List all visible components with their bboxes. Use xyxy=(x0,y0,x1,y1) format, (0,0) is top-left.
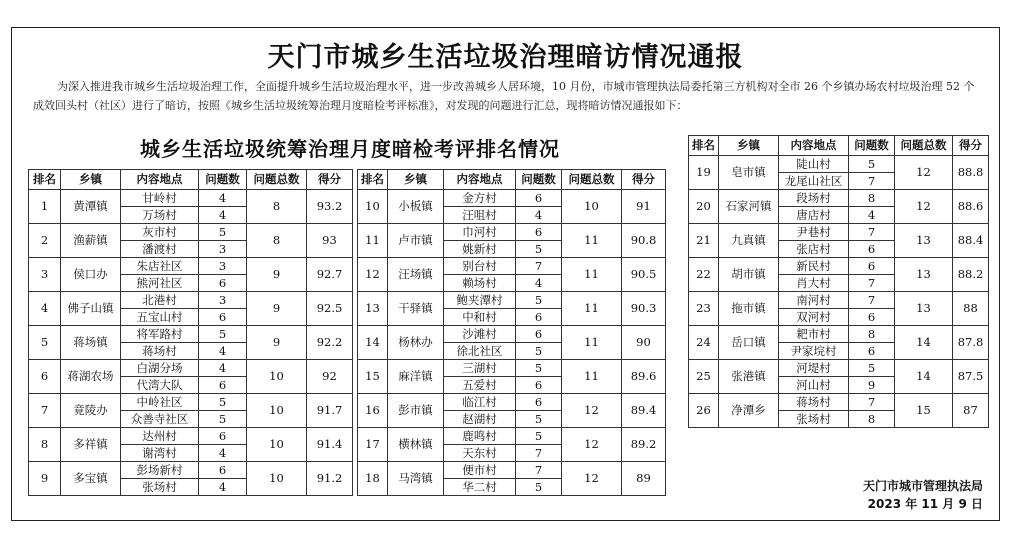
issue-total-cell: 8 xyxy=(247,224,307,258)
town-cell: 佛子山镇 xyxy=(61,292,121,326)
rank-cell: 2 xyxy=(29,224,61,258)
table-row xyxy=(689,156,989,173)
issue-count-cell: 5 xyxy=(516,360,562,377)
location-cell: 熊河社区 xyxy=(121,275,199,292)
column-header: 内容地点 xyxy=(779,136,849,156)
issue-total-cell: 9 xyxy=(247,258,307,292)
town-cell: 多宝镇 xyxy=(61,462,121,496)
issue-total-cell: 13 xyxy=(895,258,953,292)
score-cell: 91.4 xyxy=(307,428,353,462)
rank-cell: 14 xyxy=(358,326,388,360)
rank-cell: 13 xyxy=(358,292,388,326)
location-cell: 灰市村 xyxy=(121,224,199,241)
location-cell: 南河村 xyxy=(779,292,849,309)
column-header: 问题数 xyxy=(516,170,562,190)
town-cell: 黄潭镇 xyxy=(61,190,121,224)
issue-total-cell: 10 xyxy=(247,462,307,496)
town-cell: 净潭乡 xyxy=(719,394,779,428)
column-header: 得分 xyxy=(622,170,666,190)
column-header: 排名 xyxy=(358,170,388,190)
table-row xyxy=(358,394,666,411)
issue-count-cell: 7 xyxy=(516,462,562,479)
rank-cell: 4 xyxy=(29,292,61,326)
table-row xyxy=(358,190,666,207)
column-header: 问题总数 xyxy=(895,136,953,156)
location-cell: 五爱村 xyxy=(444,377,516,394)
rank-cell: 16 xyxy=(358,394,388,428)
issue-total-cell: 10 xyxy=(247,360,307,394)
column-header: 问题总数 xyxy=(562,170,622,190)
issue-count-cell: 8 xyxy=(849,411,895,428)
score-cell: 87.5 xyxy=(953,360,989,394)
issue-count-cell: 4 xyxy=(199,190,247,207)
issue-total-cell: 9 xyxy=(247,326,307,360)
town-cell: 侯口办 xyxy=(61,258,121,292)
issue-count-cell: 6 xyxy=(516,394,562,411)
town-cell: 马湾镇 xyxy=(388,462,444,496)
issue-count-cell: 3 xyxy=(199,258,247,275)
rank-cell: 12 xyxy=(358,258,388,292)
town-cell: 张港镇 xyxy=(719,360,779,394)
score-cell: 88.6 xyxy=(953,190,989,224)
intro-paragraph: 为深入推进我市城乡生活垃圾治理工作，全面提升城乡生活垃圾治理水平，进一步改善城乡人居环境，10 月份，市城市管理执法局委托第三方机构对全市 26 个乡镇办场农村垃圾治理 52 个成效回头村（社区）进行了暗访，按照《城乡生活垃圾统筹治理月度暗检考评标准》，对发现的问题进行汇总，现将暗访情况通报如下： xyxy=(33,80,975,112)
issue-count-cell: 4 xyxy=(199,479,247,496)
column-header: 问题数 xyxy=(199,170,247,190)
header-row xyxy=(358,170,666,190)
town-cell: 蒋湖农场 xyxy=(61,360,121,394)
rank-cell: 22 xyxy=(689,258,719,292)
location-cell: 耙市村 xyxy=(779,326,849,343)
issue-total-cell: 12 xyxy=(895,156,953,190)
table-row xyxy=(689,190,989,207)
issue-count-cell: 6 xyxy=(849,309,895,326)
issue-total-cell: 11 xyxy=(562,292,622,326)
score-cell: 93 xyxy=(307,224,353,258)
rank-cell: 3 xyxy=(29,258,61,292)
issue-total-cell: 11 xyxy=(562,224,622,258)
column-header: 乡镇 xyxy=(719,136,779,156)
header-row xyxy=(29,170,353,190)
location-cell: 谢湾村 xyxy=(121,445,199,462)
town-cell: 石家河镇 xyxy=(719,190,779,224)
issue-count-cell: 6 xyxy=(199,377,247,394)
issue-count-cell: 3 xyxy=(199,292,247,309)
location-cell: 河山村 xyxy=(779,377,849,394)
table-row xyxy=(29,360,353,377)
town-cell: 胡市镇 xyxy=(719,258,779,292)
location-cell: 临江村 xyxy=(444,394,516,411)
town-cell: 麻洋镇 xyxy=(388,360,444,394)
issue-count-cell: 5 xyxy=(849,360,895,377)
table-row xyxy=(358,292,666,309)
issue-count-cell: 5 xyxy=(199,224,247,241)
location-cell: 蒋场村 xyxy=(779,394,849,411)
score-cell: 92.7 xyxy=(307,258,353,292)
table-row xyxy=(689,224,989,241)
location-cell: 别台村 xyxy=(444,258,516,275)
location-cell: 徐北社区 xyxy=(444,343,516,360)
rank-cell: 25 xyxy=(689,360,719,394)
issue-count-cell: 7 xyxy=(849,224,895,241)
score-cell: 90.3 xyxy=(622,292,666,326)
table-row xyxy=(689,360,989,377)
location-cell: 赵湖村 xyxy=(444,411,516,428)
issue-count-cell: 5 xyxy=(516,479,562,496)
issue-count-cell: 7 xyxy=(849,394,895,411)
score-cell: 91.7 xyxy=(307,394,353,428)
issue-count-cell: 5 xyxy=(199,411,247,428)
issue-count-cell: 7 xyxy=(849,292,895,309)
location-cell: 万场村 xyxy=(121,207,199,224)
issue-count-cell: 4 xyxy=(849,207,895,224)
location-cell: 甘岭村 xyxy=(121,190,199,207)
issue-count-cell: 6 xyxy=(199,275,247,292)
rank-cell: 26 xyxy=(689,394,719,428)
location-cell: 天东村 xyxy=(444,445,516,462)
issue-total-cell: 14 xyxy=(895,326,953,360)
score-cell: 92.5 xyxy=(307,292,353,326)
location-cell: 段场村 xyxy=(779,190,849,207)
town-cell: 杨林办 xyxy=(388,326,444,360)
issuer-name: 天门市城市管理执法局 xyxy=(862,479,983,493)
issue-total-cell: 10 xyxy=(247,394,307,428)
table-row xyxy=(358,428,666,445)
issue-count-cell: 4 xyxy=(199,360,247,377)
issue-count-cell: 6 xyxy=(516,190,562,207)
location-cell: 赖场村 xyxy=(444,275,516,292)
town-cell: 横林镇 xyxy=(388,428,444,462)
table-row xyxy=(689,258,989,275)
column-header: 排名 xyxy=(689,136,719,156)
location-cell: 沙滩村 xyxy=(444,326,516,343)
rank-cell: 5 xyxy=(29,326,61,360)
issue-count-cell: 5 xyxy=(516,343,562,360)
ranking-table-1 xyxy=(28,169,353,496)
town-cell: 拖市镇 xyxy=(719,292,779,326)
ranking-subtitle: 城乡生活垃圾统筹治理月度暗检考评排名情况 xyxy=(140,137,560,161)
rank-cell: 1 xyxy=(29,190,61,224)
table-row xyxy=(29,258,353,275)
issue-count-cell: 5 xyxy=(516,292,562,309)
location-cell: 唐店村 xyxy=(779,207,849,224)
issue-count-cell: 6 xyxy=(849,343,895,360)
location-cell: 北港村 xyxy=(121,292,199,309)
column-header: 得分 xyxy=(307,170,353,190)
issue-count-cell: 4 xyxy=(516,207,562,224)
location-cell: 新民村 xyxy=(779,258,849,275)
column-header: 排名 xyxy=(29,170,61,190)
issue-date: 2023 年 11 月 9 日 xyxy=(867,497,983,511)
issue-total-cell: 11 xyxy=(562,326,622,360)
issue-total-cell: 9 xyxy=(247,292,307,326)
score-cell: 89.6 xyxy=(622,360,666,394)
location-cell: 蒋场村 xyxy=(121,343,199,360)
column-header: 乡镇 xyxy=(61,170,121,190)
table-row xyxy=(689,394,989,411)
issue-count-cell: 5 xyxy=(516,411,562,428)
score-cell: 87 xyxy=(953,394,989,428)
issue-total-cell: 10 xyxy=(247,428,307,462)
town-cell: 多祥镇 xyxy=(61,428,121,462)
score-cell: 90 xyxy=(622,326,666,360)
rank-cell: 8 xyxy=(29,428,61,462)
issue-count-cell: 4 xyxy=(199,343,247,360)
rank-cell: 15 xyxy=(358,360,388,394)
column-header: 内容地点 xyxy=(444,170,516,190)
issue-count-cell: 6 xyxy=(199,309,247,326)
issue-total-cell: 12 xyxy=(562,428,622,462)
location-cell: 彭场新村 xyxy=(121,462,199,479)
location-cell: 张场村 xyxy=(779,411,849,428)
column-header: 乡镇 xyxy=(388,170,444,190)
issue-count-cell: 6 xyxy=(849,241,895,258)
score-cell: 92 xyxy=(307,360,353,394)
notice-title: 天门市城乡生活垃圾治理暗访情况通报 xyxy=(267,42,744,73)
issue-count-cell: 8 xyxy=(849,326,895,343)
score-cell: 93.2 xyxy=(307,190,353,224)
table-row xyxy=(29,462,353,479)
score-cell: 89.4 xyxy=(622,394,666,428)
rank-cell: 10 xyxy=(358,190,388,224)
rank-cell: 11 xyxy=(358,224,388,258)
town-cell: 岳口镇 xyxy=(719,326,779,360)
table-row xyxy=(29,224,353,241)
table-row xyxy=(689,292,989,309)
issue-count-cell: 6 xyxy=(516,309,562,326)
location-cell: 肖大村 xyxy=(779,275,849,292)
location-cell: 三湖村 xyxy=(444,360,516,377)
score-cell: 89.2 xyxy=(622,428,666,462)
location-cell: 汪咀村 xyxy=(444,207,516,224)
table-row xyxy=(29,190,353,207)
score-cell: 88.4 xyxy=(953,224,989,258)
rank-cell: 20 xyxy=(689,190,719,224)
location-cell: 张场村 xyxy=(121,479,199,496)
ranking-table-3 xyxy=(688,135,989,428)
table-row xyxy=(29,292,353,309)
issue-count-cell: 8 xyxy=(849,190,895,207)
table-row xyxy=(29,394,353,411)
issue-count-cell: 4 xyxy=(199,207,247,224)
score-cell: 91 xyxy=(622,190,666,224)
table-row xyxy=(358,258,666,275)
issue-count-cell: 7 xyxy=(516,258,562,275)
location-cell: 尹家垸村 xyxy=(779,343,849,360)
town-cell: 九真镇 xyxy=(719,224,779,258)
issue-count-cell: 6 xyxy=(199,428,247,445)
rank-cell: 6 xyxy=(29,360,61,394)
issue-count-cell: 7 xyxy=(516,445,562,462)
score-cell: 91.2 xyxy=(307,462,353,496)
location-cell: 双河村 xyxy=(779,309,849,326)
score-cell: 89 xyxy=(622,462,666,496)
issue-count-cell: 5 xyxy=(199,326,247,343)
issue-count-cell: 4 xyxy=(516,275,562,292)
town-cell: 皂市镇 xyxy=(719,156,779,190)
column-header: 问题数 xyxy=(849,136,895,156)
issue-count-cell: 5 xyxy=(516,428,562,445)
town-cell: 小板镇 xyxy=(388,190,444,224)
town-cell: 干驿镇 xyxy=(388,292,444,326)
location-cell: 潘渡村 xyxy=(121,241,199,258)
column-header: 问题总数 xyxy=(247,170,307,190)
issue-total-cell: 10 xyxy=(562,190,622,224)
issue-total-cell: 15 xyxy=(895,394,953,428)
location-cell: 姚新村 xyxy=(444,241,516,258)
issue-count-cell: 7 xyxy=(849,173,895,190)
location-cell: 金方村 xyxy=(444,190,516,207)
location-cell: 众善寺社区 xyxy=(121,411,199,428)
issue-total-cell: 11 xyxy=(562,360,622,394)
score-cell: 88.2 xyxy=(953,258,989,292)
score-cell: 88.8 xyxy=(953,156,989,190)
issue-count-cell: 6 xyxy=(516,326,562,343)
issue-count-cell: 6 xyxy=(516,224,562,241)
rank-cell: 21 xyxy=(689,224,719,258)
issue-total-cell: 13 xyxy=(895,224,953,258)
issue-count-cell: 7 xyxy=(849,275,895,292)
location-cell: 陡山村 xyxy=(779,156,849,173)
location-cell: 张店村 xyxy=(779,241,849,258)
issue-count-cell: 3 xyxy=(199,241,247,258)
column-header: 内容地点 xyxy=(121,170,199,190)
table-row xyxy=(358,224,666,241)
issue-total-cell: 12 xyxy=(562,394,622,428)
table-row xyxy=(29,326,353,343)
rank-cell: 23 xyxy=(689,292,719,326)
issue-count-cell: 4 xyxy=(199,445,247,462)
issue-count-cell: 5 xyxy=(199,394,247,411)
table-row xyxy=(358,462,666,479)
issue-count-cell: 5 xyxy=(516,241,562,258)
score-cell: 92.2 xyxy=(307,326,353,360)
table-row xyxy=(358,360,666,377)
column-header: 得分 xyxy=(953,136,989,156)
table-row xyxy=(689,326,989,343)
score-cell: 88 xyxy=(953,292,989,326)
issue-total-cell: 14 xyxy=(895,360,953,394)
town-cell: 蒋场镇 xyxy=(61,326,121,360)
score-cell: 87.8 xyxy=(953,326,989,360)
location-cell: 白湖分场 xyxy=(121,360,199,377)
issue-count-cell: 6 xyxy=(849,258,895,275)
location-cell: 华二村 xyxy=(444,479,516,496)
location-cell: 中岭社区 xyxy=(121,394,199,411)
location-cell: 巾河村 xyxy=(444,224,516,241)
score-cell: 90.8 xyxy=(622,224,666,258)
location-cell: 代湾大队 xyxy=(121,377,199,394)
town-cell: 卢市镇 xyxy=(388,224,444,258)
issue-total-cell: 12 xyxy=(562,462,622,496)
location-cell: 朱店社区 xyxy=(121,258,199,275)
town-cell: 彭市镇 xyxy=(388,394,444,428)
location-cell: 尹巷村 xyxy=(779,224,849,241)
location-cell: 达州村 xyxy=(121,428,199,445)
town-cell: 汪场镇 xyxy=(388,258,444,292)
rank-cell: 19 xyxy=(689,156,719,190)
location-cell: 河堤村 xyxy=(779,360,849,377)
score-cell: 90.5 xyxy=(622,258,666,292)
issue-count-cell: 6 xyxy=(516,377,562,394)
table-row xyxy=(29,428,353,445)
rank-cell: 17 xyxy=(358,428,388,462)
issue-count-cell: 5 xyxy=(849,156,895,173)
town-cell: 竟陵办 xyxy=(61,394,121,428)
location-cell: 中和村 xyxy=(444,309,516,326)
issue-count-cell: 6 xyxy=(199,462,247,479)
rank-cell: 18 xyxy=(358,462,388,496)
location-cell: 鲍夹潭村 xyxy=(444,292,516,309)
issue-total-cell: 12 xyxy=(895,190,953,224)
rank-cell: 7 xyxy=(29,394,61,428)
location-cell: 鹿鸣村 xyxy=(444,428,516,445)
issue-total-cell: 11 xyxy=(562,258,622,292)
header-row xyxy=(689,136,989,156)
table-row xyxy=(358,326,666,343)
rank-cell: 9 xyxy=(29,462,61,496)
location-cell: 将军路村 xyxy=(121,326,199,343)
location-cell: 便市村 xyxy=(444,462,516,479)
location-cell: 龙尾山社区 xyxy=(779,173,849,190)
issue-total-cell: 8 xyxy=(247,190,307,224)
town-cell: 渔薪镇 xyxy=(61,224,121,258)
rank-cell: 24 xyxy=(689,326,719,360)
issue-total-cell: 13 xyxy=(895,292,953,326)
ranking-table-2 xyxy=(357,169,666,496)
location-cell: 五宝山村 xyxy=(121,309,199,326)
issue-count-cell: 9 xyxy=(849,377,895,394)
